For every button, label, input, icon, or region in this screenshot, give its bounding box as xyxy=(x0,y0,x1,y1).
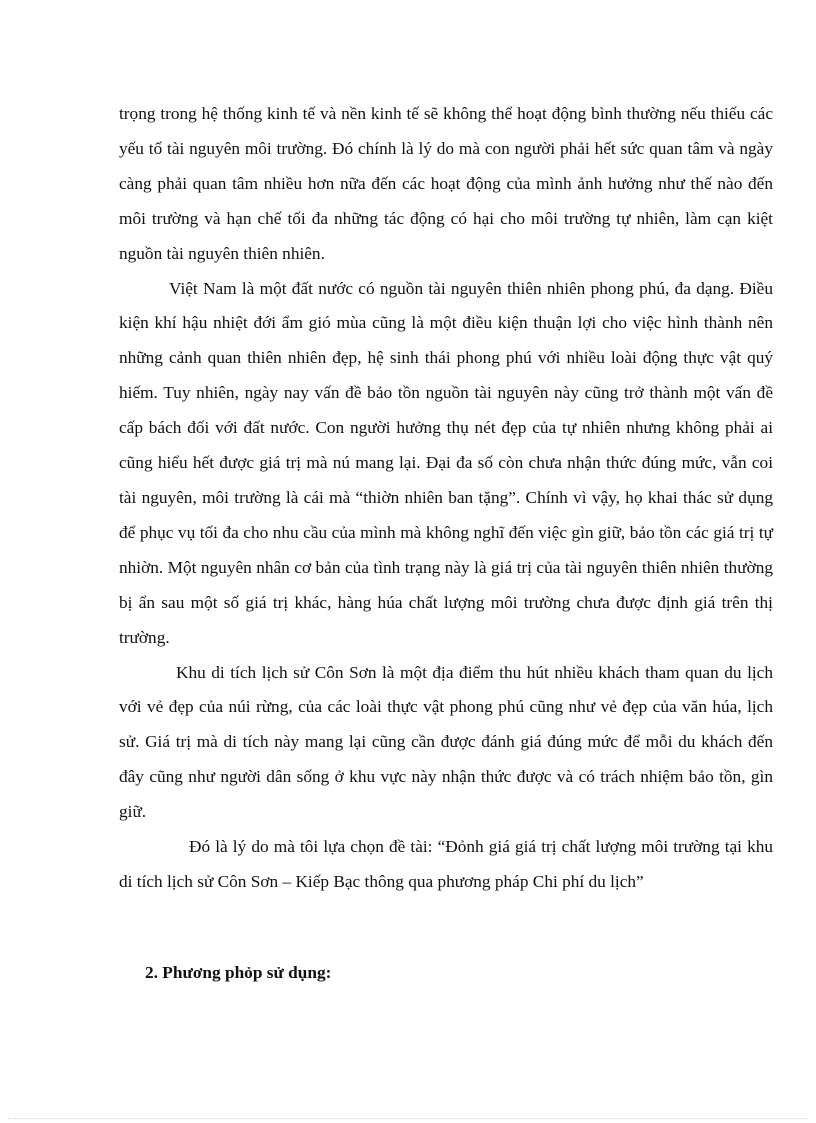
paragraph-topic-reason: Đó là lý do mà tôi lựa chọn đề tài: “Đỏnh giá giá trị chất lượng môi trường tại khu di tích lịch sử Côn Sơn – Kiếp Bạc thông qua phương pháp Chi phí du lịch” xyxy=(119,837,773,891)
paragraph-continuation: trọng trong hệ thống kinh tế và nền kinh tế sẽ không thể hoạt động bình thường nếu thiếu các yếu tố tài nguyên môi trường. Đó chính là lý do mà con người phải hết sức quan tâm và ngày càng phải quan tâm nhiều hơn nữa đến các hoạt động của mình ảnh hưởng như thế nào đến môi trường và hạn chế tối đa những tác động có hại cho môi trường tự nhiên, làm cạn kiệt nguồn tài nguyên thiên nhiên. xyxy=(119,104,773,263)
page-bottom-rule xyxy=(8,1118,808,1119)
paragraph-con-son-site: Khu di tích lịch sử Côn Sơn là một địa điểm thu hút nhiều khách tham quan du lịch với vẻ đẹp của núi rừng, của các loài thực vật phong phú cũng như vẻ đẹp của văn húa, lịch sử. Giá trị mà di tích này mang lại cũng cần được đánh giá đúng mức để mỗi du khách đến đây cũng như người dân sống ở khu vực này nhận thức được và có trách nhiệm bảo tồn, gìn giữ. xyxy=(119,662,773,822)
section-heading: 2. Phương phỏp sử dụng: xyxy=(145,963,332,982)
body-text xyxy=(119,97,773,900)
paragraph-vietnam-resources: Việt Nam là một đất nước có nguồn tài nguyên thiên nhiên phong phú, đa dạng. Điều kiện khí hậu nhiệt đới ẩm gió mùa cũng là một điều kiện thuận lợi cho việc hình thành nên những cảnh quan thiên nhiên đẹp, hệ sinh thái phong phú với nhiều loài động thực vật quý hiếm. Tuy nhiên, ngày nay vấn đề bảo tồn nguồn tài nguyên này cũng trở thành một vấn đề cấp bách đối với đất nước. Con người hưởng thụ nét đẹp của tự nhiên nhưng không phải ai cũng hiểu hết được giá trị mà nú mang lại. Đại đa số còn chưa nhận thức đúng mức, vẫn coi tài nguyên, môi trường là cái mà “thiờn nhiên ban tặng”. Chính vì vậy, họ khai thác sử dụng để phục vụ tối đa cho nhu cầu của mình mà không nghĩ đến việc gìn giữ, bảo tồn các giá trị tự nhiờn. Một nguyên nhân cơ bản của tình trạng này là giá trị của tài nguyên thiên nhiên thường bị ẩn sau một số giá trị khác, hàng húa chất lượng môi trường chưa được định giá trên thị trường. xyxy=(119,278,773,647)
